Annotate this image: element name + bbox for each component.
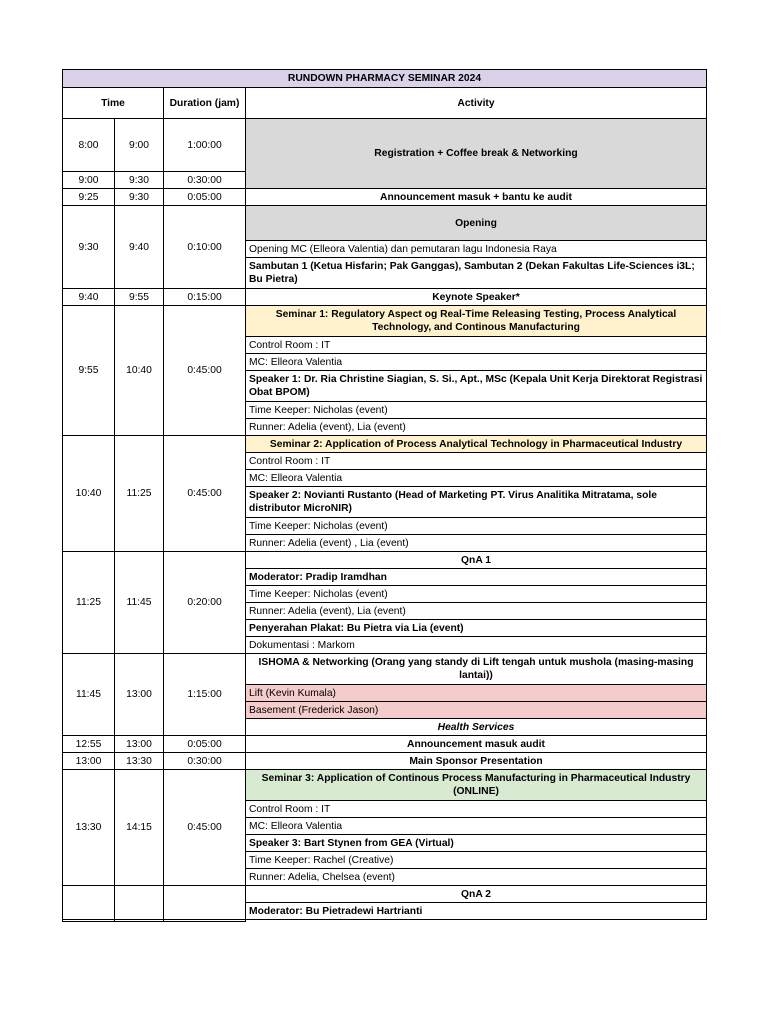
activity-opening-mc: Opening MC (Elleora Valentia) dan pemutaran lagu Indonesia Raya	[246, 241, 707, 258]
duration: 0:05:00	[164, 189, 246, 206]
rundown-table	[62, 69, 707, 922]
start-time: 9:30	[63, 206, 115, 289]
table-row	[63, 206, 707, 241]
activity-runner: Runner: Adelia (event) , Lia (event)	[246, 535, 707, 552]
table-row	[63, 654, 707, 685]
table-row	[63, 736, 707, 753]
table-row	[63, 920, 707, 922]
end-time: 13:00	[115, 736, 164, 753]
activity-keynote: Keynote Speaker*	[246, 289, 707, 306]
end-time	[115, 886, 164, 920]
activity-seminar-3: Seminar 3: Application of Continous Process Manufacturing in Pharmaceutical Industry (ONLINE)	[246, 770, 707, 801]
start-time: 10:40	[63, 436, 115, 552]
activity-health-services: Health Services	[246, 719, 707, 736]
activity-sambutan: Sambutan 1 (Ketua Hisfarin; Pak Ganggas), Sambutan 2 (Dekan Fakultas Life-Sciences i3L; Bu Pietra)	[246, 258, 707, 289]
start-time: 8:00	[63, 119, 115, 172]
activity-time-keeper: Time Keeper: Nicholas (event)	[246, 586, 707, 603]
activity-runner: Runner: Adelia (event), Lia (event)	[246, 603, 707, 620]
table-row	[63, 753, 707, 770]
activity-announcement-masuk: Announcement masuk audit	[246, 736, 707, 753]
duration: 1:00:00	[164, 119, 246, 172]
activity-lift: Lift (Kevin Kumala)	[246, 685, 707, 702]
activity-mc: MC: Elleora Valentia	[246, 354, 707, 371]
start-time: 11:25	[63, 552, 115, 654]
cut-cell	[63, 920, 115, 922]
table-row	[63, 886, 707, 903]
duration: 0:30:00	[164, 172, 246, 189]
header-duration: Duration (jam)	[164, 88, 246, 119]
duration: 0:45:00	[164, 770, 246, 886]
duration: 0:45:00	[164, 436, 246, 552]
activity-mc: MC: Elleora Valentia	[246, 818, 707, 835]
activity-penyerahan-plakat: Penyerahan Plakat: Bu Pietra via Lia (event)	[246, 620, 707, 637]
duration: 1:15:00	[164, 654, 246, 736]
end-time: 13:00	[115, 654, 164, 736]
activity-control-room: Control Room : IT	[246, 801, 707, 818]
end-time: 13:30	[115, 753, 164, 770]
cut-cell	[246, 920, 707, 922]
table-row	[63, 189, 707, 206]
header-row	[63, 88, 707, 119]
title-row	[63, 70, 707, 88]
activity-seminar-1: Seminar 1: Regulatory Aspect og Real-Time Releasing Testing, Process Analytical Technology, and Continous Manufacturing	[246, 306, 707, 337]
activity-dokumentasi: Dokumentasi : Markom	[246, 637, 707, 654]
end-time: 9:30	[115, 189, 164, 206]
activity-announcement-audit: Announcement masuk + bantu ke audit	[246, 189, 707, 206]
start-time: 12:55	[63, 736, 115, 753]
end-time: 9:00	[115, 119, 164, 172]
activity-qna-1: QnA 1	[246, 552, 707, 569]
activity-time-keeper: Time Keeper: Nicholas (event)	[246, 518, 707, 535]
activity-runner: Runner: Adelia, Chelsea (event)	[246, 869, 707, 886]
start-time	[63, 886, 115, 920]
end-time: 9:55	[115, 289, 164, 306]
activity-seminar-2: Seminar 2: Application of Process Analytical Technology in Pharmaceutical Industry	[246, 436, 707, 453]
activity-registration: Registration + Coffee break & Networking	[246, 119, 707, 189]
activity-opening: Opening	[246, 206, 707, 241]
header-time: Time	[63, 88, 164, 119]
activity-mc: MC: Elleora Valentia	[246, 470, 707, 487]
duration: 0:45:00	[164, 306, 246, 436]
activity-main-sponsor: Main Sponsor Presentation	[246, 753, 707, 770]
header-activity: Activity	[246, 88, 707, 119]
duration: 0:05:00	[164, 736, 246, 753]
activity-moderator: Moderator: Bu Pietradewi Hartrianti	[246, 903, 707, 920]
start-time: 11:45	[63, 654, 115, 736]
table-row	[63, 770, 707, 801]
end-time: 14:15	[115, 770, 164, 886]
end-time: 10:40	[115, 306, 164, 436]
activity-ishoma: ISHOMA & Networking (Orang yang standy di Lift tengah untuk mushola (masing-masing lantai))	[246, 654, 707, 685]
activity-control-room: Control Room : IT	[246, 337, 707, 354]
table-row	[63, 436, 707, 453]
activity-qna-2: QnA 2	[246, 886, 707, 903]
cut-cell	[164, 920, 246, 922]
end-time: 11:45	[115, 552, 164, 654]
activity-basement: Basement (Frederick Jason)	[246, 702, 707, 719]
activity-runner: Runner: Adelia (event), Lia (event)	[246, 419, 707, 436]
start-time: 9:40	[63, 289, 115, 306]
activity-control-room: Control Room : IT	[246, 453, 707, 470]
duration: 0:20:00	[164, 552, 246, 654]
duration	[164, 886, 246, 920]
activity-time-keeper: Time Keeper: Rachel (Creative)	[246, 852, 707, 869]
duration: 0:30:00	[164, 753, 246, 770]
end-time: 11:25	[115, 436, 164, 552]
activity-speaker-1: Speaker 1: Dr. Ria Christine Siagian, S. Si., Apt., MSc (Kepala Unit Kerja Direktorat Registrasi Obat BPOM)	[246, 371, 707, 402]
start-time: 13:30	[63, 770, 115, 886]
table-row	[63, 289, 707, 306]
start-time: 9:00	[63, 172, 115, 189]
duration: 0:10:00	[164, 206, 246, 289]
table-row	[63, 306, 707, 337]
cut-cell	[115, 920, 164, 922]
table-row	[63, 119, 707, 172]
activity-speaker-2: Speaker 2: Novianti Rustanto (Head of Marketing PT. Virus Analitika Mitratama, sole distributor MicroNIR)	[246, 487, 707, 518]
activity-moderator: Moderator: Pradip Iramdhan	[246, 569, 707, 586]
table-title: RUNDOWN PHARMACY SEMINAR 2024	[63, 70, 707, 88]
end-time: 9:30	[115, 172, 164, 189]
start-time: 13:00	[63, 753, 115, 770]
activity-speaker-3: Speaker 3: Bart Stynen from GEA (Virtual)	[246, 835, 707, 852]
table-row	[63, 552, 707, 569]
duration: 0:15:00	[164, 289, 246, 306]
end-time: 9:40	[115, 206, 164, 289]
start-time: 9:25	[63, 189, 115, 206]
start-time: 9:55	[63, 306, 115, 436]
activity-time-keeper: Time Keeper: Nicholas (event)	[246, 402, 707, 419]
